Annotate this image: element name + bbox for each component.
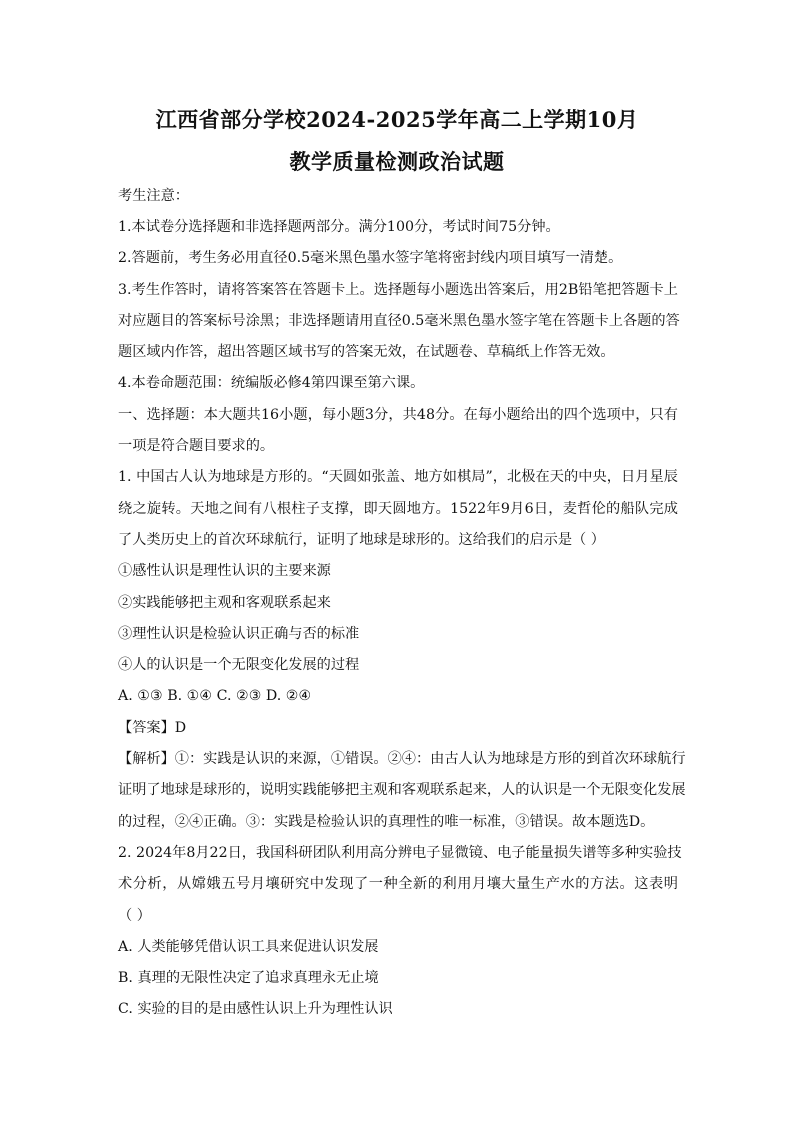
question-2-stem-line-2: 术分析，从嫦娥五号月壤研究中发现了一种全新的利用月壤大量生产水的方法。这表明 — [118, 876, 678, 892]
notice-item-2: 2.答题前，考生务必用直径0.5毫米黑色墨水签字笔将密封线内项目填写一清楚。 — [118, 250, 623, 266]
notice-item-3-line-3: 题区域内作答，超出答题区域书写的答案无效，在试题卷、草稿纸上作答无效。 — [118, 344, 615, 360]
notice-item-4: 4.本卷命题范围：统编版必修4第四课至第六课。 — [118, 375, 425, 391]
question-2-option-c: C. 实验的目的是由感性认识上升为理性认识 — [118, 1001, 393, 1017]
question-2-option-a: A. 人类能够凭借认识工具来促进认识发展 — [118, 939, 379, 955]
section-heading-line-1: 一、选择题：本大题共16小题，每小题3分，共48分。在每小题给出的四个选项中，只有 — [118, 407, 678, 423]
notice-item-3-line-2: 对应题目的答案标号涂黑；非选择题请用直径0.5毫米黑色墨水签字笔在答题卡上各题的答 — [118, 313, 680, 329]
question-1-statement-3: ③理性认识是检验认识正确与否的标准 — [118, 626, 360, 642]
question-1-statement-1: ①感性认识是理性认识的主要来源 — [118, 563, 331, 579]
question-1-answer: 【答案】D — [118, 720, 187, 736]
notice-heading: 考生注意： — [118, 188, 189, 204]
question-1-analysis-line-2: 证明了地球是球形的，说明实践能够把主观和客观联系起来，人的认识是一个无限变化发展 — [118, 782, 686, 798]
question-1-statement-4: ④人的认识是一个无限变化发展的过程 — [118, 657, 360, 673]
question-1-analysis-line-1: 【解析】①：实践是认识的来源，①错误。②④：由古人认为地球是方形的到首次环球航行 — [118, 751, 686, 767]
question-2-stem-line-1: 2. 2024年8月22日，我国科研团队利用高分辨电子显微镜、电子能量损失谱等多种实验技 — [118, 845, 682, 861]
question-1-options: A. ①③ B. ①④ C. ②③ D. ②④ — [118, 688, 312, 704]
question-1-stem-line-3: 了人类历史上的首次环球航行，证明了地球是球形的。这给我们的启示是（ ） — [118, 532, 605, 548]
question-1-analysis-line-3: 的过程，②④正确。③：实践是检验认识的真理性的唯一标准，③错误。故本题选D。 — [118, 814, 655, 830]
notice-item-1: 1.本试卷分选择题和非选择题两部分。满分100分，考试时间75分钟。 — [118, 219, 560, 235]
notice-item-3-line-1: 3.考生作答时，请将答案答在答题卡上。选择题每小题选出答案后，用2B铅笔把答题卡上 — [118, 282, 678, 298]
question-1-stem-line-2: 绕之旋转。天地之间有八根柱子支撑，即天圆地方。1522年9月6日，麦哲伦的船队完成 — [118, 501, 678, 517]
question-2-stem-line-3: （ ） — [118, 908, 151, 924]
question-1-stem-line-1: 1. 中国古人认为地球是方形的。“天圆如张盖、地方如棋局”，北极在天的中央，日月星辰 — [118, 469, 678, 485]
question-1-statement-2: ②实践能够把主观和客观联系起来 — [118, 595, 331, 611]
section-heading-line-2: 一项是符合题目要求的。 — [118, 438, 275, 454]
exam-title-line2: 教学质量检测政治试题 — [289, 149, 505, 174]
question-2-option-b: B. 真理的无限性决定了追求真理永无止境 — [118, 970, 379, 986]
exam-title-line1: 江西省部分学校2024-2025学年高二上学期10月 — [155, 107, 639, 132]
